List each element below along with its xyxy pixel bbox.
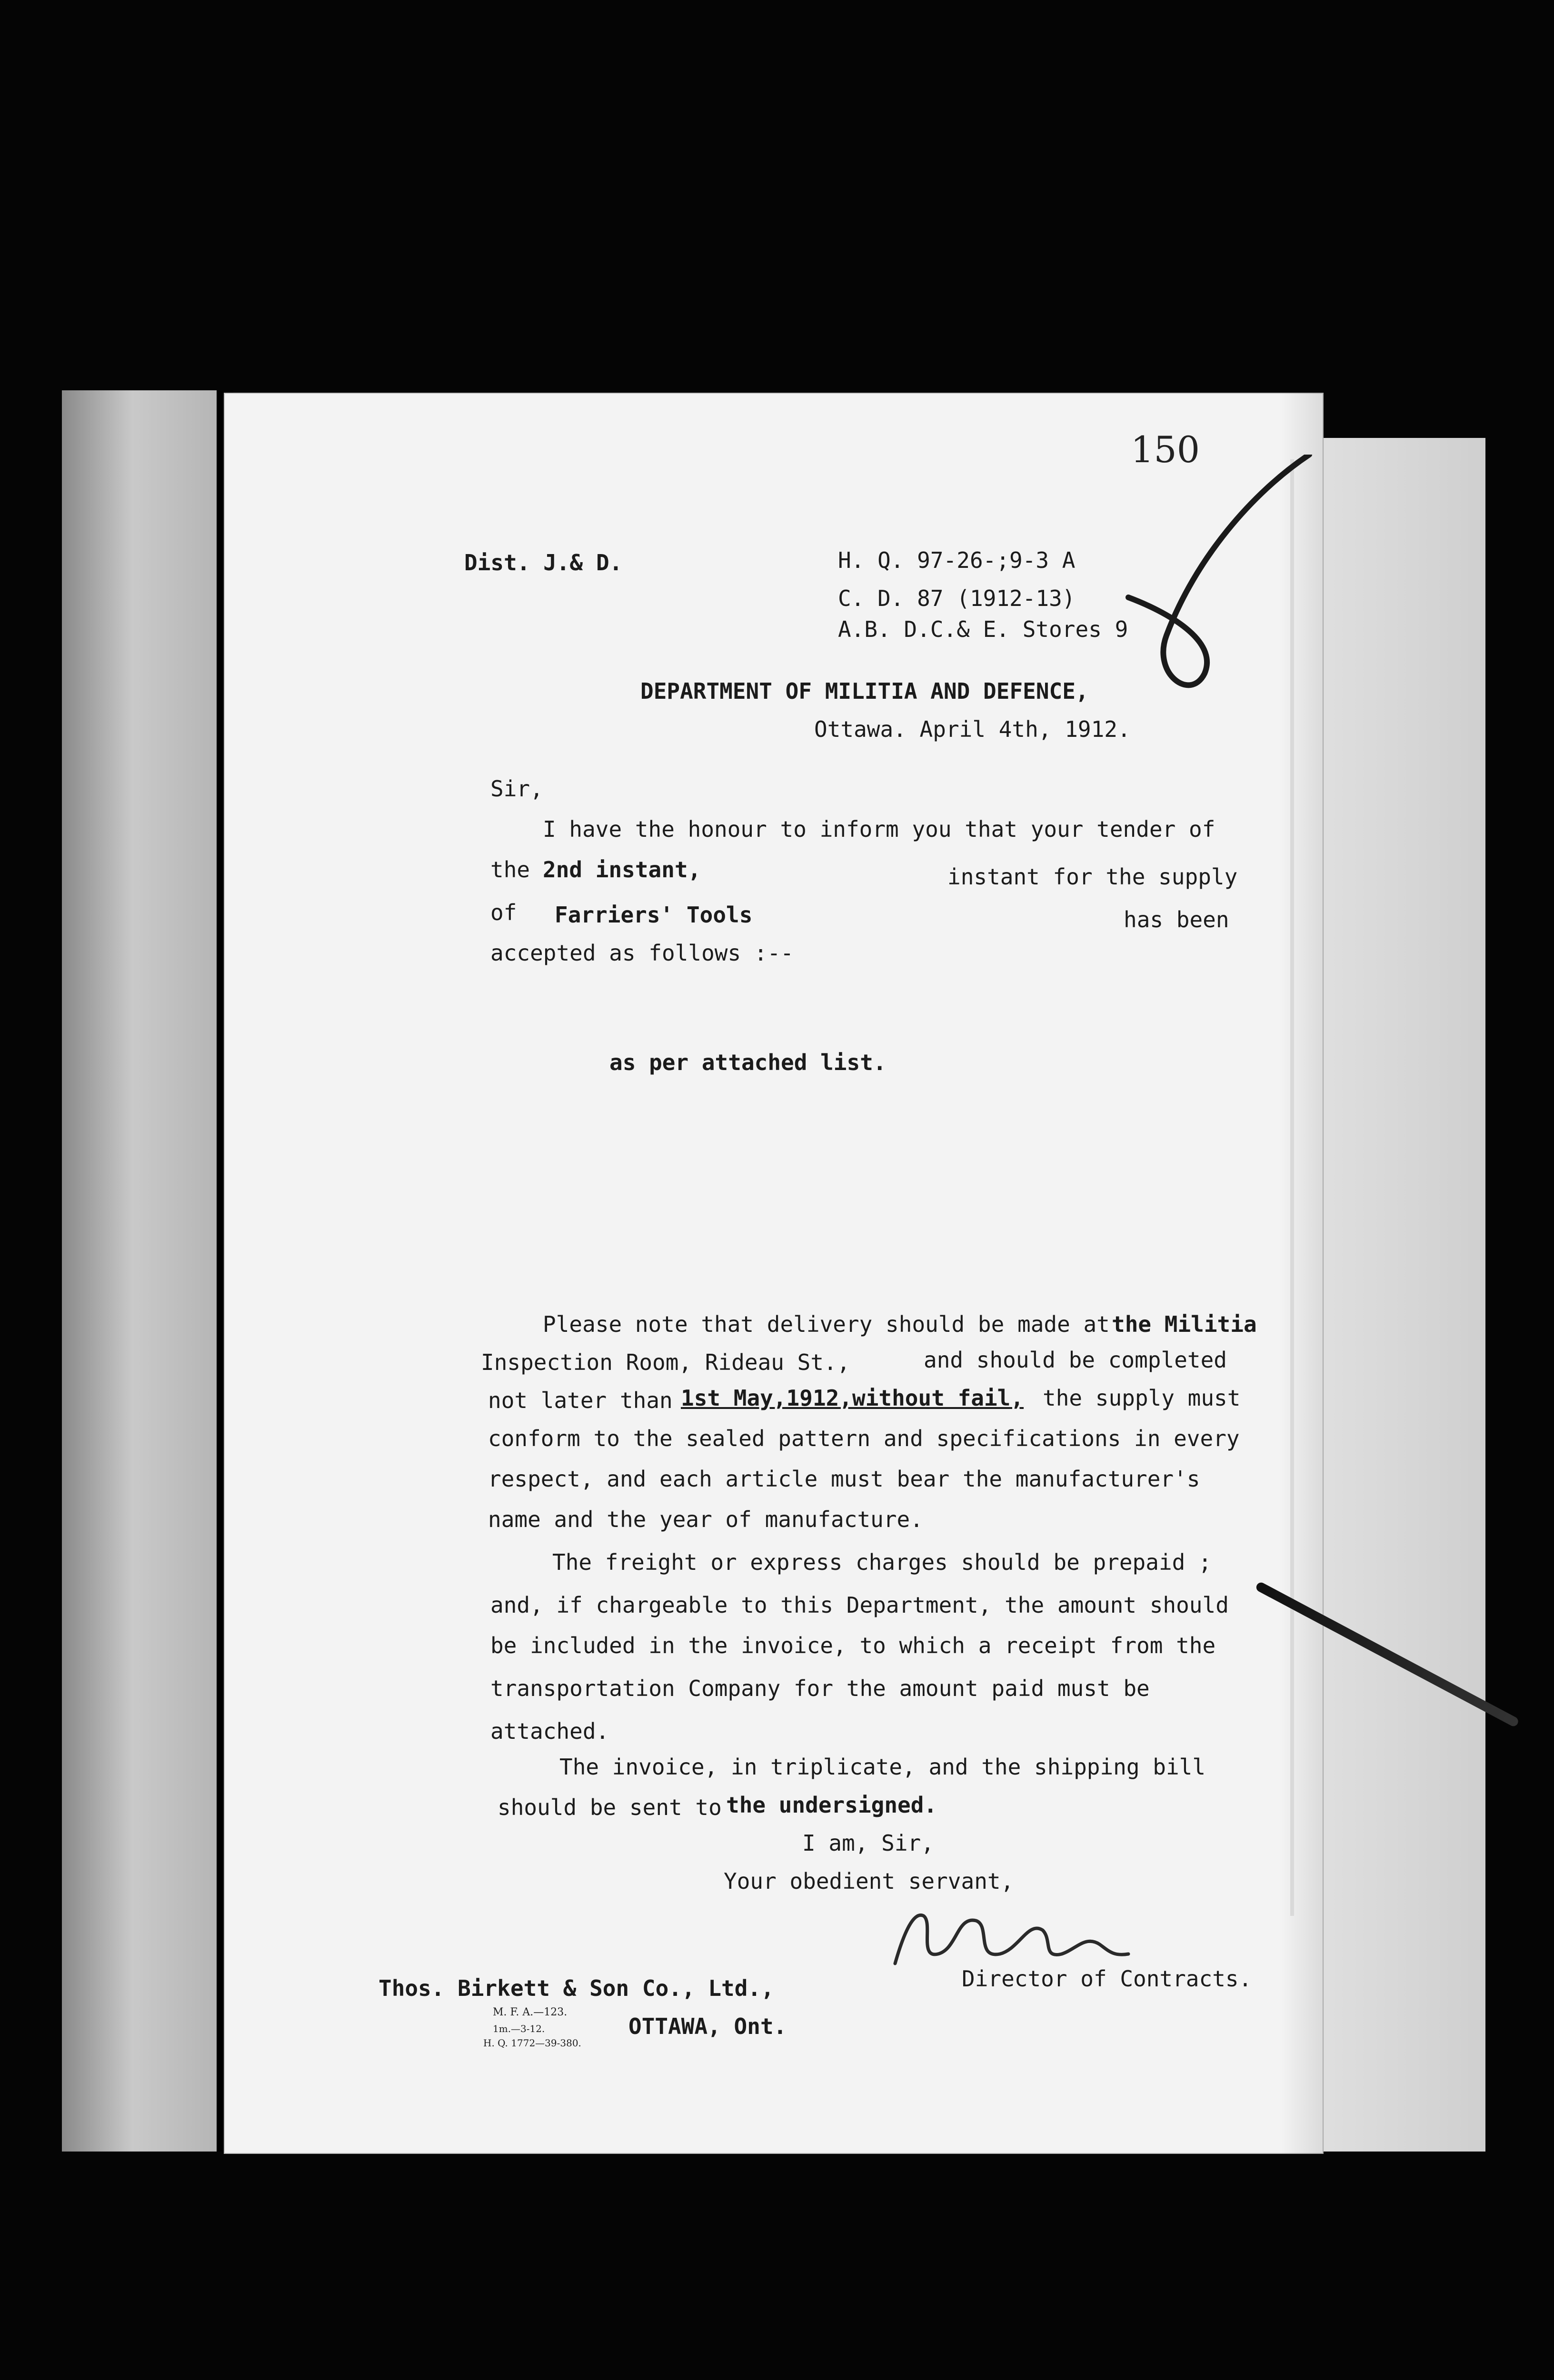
attached-list-note: as per attached list. bbox=[609, 1050, 887, 1075]
p2-line-2b: and should be completed bbox=[924, 1347, 1227, 1373]
p2-line-5: respect, and each article must bear the manufacturer's bbox=[488, 1466, 1200, 1492]
ref-cd: C. D. 87 (1912-13) bbox=[838, 585, 1076, 611]
p3-line-4: transportation Company for the amount paid must be bbox=[490, 1676, 1150, 1701]
check-mark-icon bbox=[1109, 455, 1319, 702]
body-line-3c: has been bbox=[1124, 907, 1229, 932]
body-line-2a: the bbox=[490, 857, 530, 883]
p2-line-3c: the supply must bbox=[1043, 1385, 1241, 1411]
p4-line-2b: the undersigned. bbox=[726, 1792, 937, 1818]
addressee-line-1: Thos. Birkett & Son Co., Ltd., bbox=[379, 1975, 774, 2001]
p2-line-6: name and the year of manufacture. bbox=[488, 1507, 923, 1532]
p3-line-1: The freight or express charges should be prepaid ; bbox=[552, 1549, 1212, 1575]
p2-line-3b: 1st May,1912,without fail, bbox=[681, 1385, 1024, 1411]
form-code-2: 1m.—3-12. bbox=[493, 2023, 545, 2034]
ref-ab: A.B. D.C.& E. Stores 9 bbox=[838, 616, 1128, 642]
p2-line-4: conform to the sealed pattern and specifications in every bbox=[488, 1426, 1240, 1451]
p2-line-2a: Inspection Room, Rideau St., bbox=[481, 1349, 850, 1375]
header-left: Dist. J.& D. bbox=[464, 550, 623, 575]
form-code-3: H. Q. 1772—39-380. bbox=[483, 2037, 581, 2049]
body-line-3a: of bbox=[490, 900, 517, 925]
p3-line-2: and, if chargeable to this Department, the amount should bbox=[490, 1592, 1229, 1618]
ref-hq: H. Q. 97-26-;9-3 A bbox=[838, 547, 1076, 573]
form-code-1: M. F. A.—123. bbox=[493, 2006, 568, 2018]
body-line-1: I have the honour to inform you that your tender of bbox=[543, 816, 1215, 842]
body-line-3b: Farriers' Tools bbox=[555, 902, 753, 928]
letter-page bbox=[224, 393, 1324, 2154]
p2-line-1a: Please note that delivery should be made at bbox=[543, 1311, 1110, 1337]
p4-line-1: The invoice, in triplicate, and the shipping bill bbox=[559, 1754, 1206, 1780]
closing-2: Your obedient servant, bbox=[724, 1868, 1014, 1894]
body-line-2c: instant for the supply bbox=[947, 864, 1238, 890]
p3-line-3: be included in the invoice, to which a receipt from the bbox=[490, 1633, 1216, 1658]
signature-title: Director of Contracts. bbox=[962, 1966, 1252, 1992]
department-heading: DEPARTMENT OF MILITIA AND DEFENCE, bbox=[640, 678, 1089, 704]
addressee-line-2: OTTAWA, Ont. bbox=[628, 2013, 787, 2039]
p3-line-5: attached. bbox=[490, 1718, 609, 1744]
date-line: Ottawa. April 4th, 1912. bbox=[814, 716, 1131, 742]
body-line-2b: 2nd instant, bbox=[543, 857, 701, 883]
page-number: 150 bbox=[1131, 428, 1200, 471]
salutation: Sir, bbox=[490, 776, 543, 802]
p2-line-3a: not later than bbox=[488, 1388, 673, 1413]
p2-line-1b: the Militia bbox=[1112, 1311, 1257, 1337]
closing-1: I am, Sir, bbox=[802, 1830, 934, 1856]
p4-line-2a: should be sent to bbox=[498, 1795, 722, 1820]
body-line-4: accepted as follows :-- bbox=[490, 940, 794, 966]
binder-strip bbox=[62, 390, 219, 2152]
